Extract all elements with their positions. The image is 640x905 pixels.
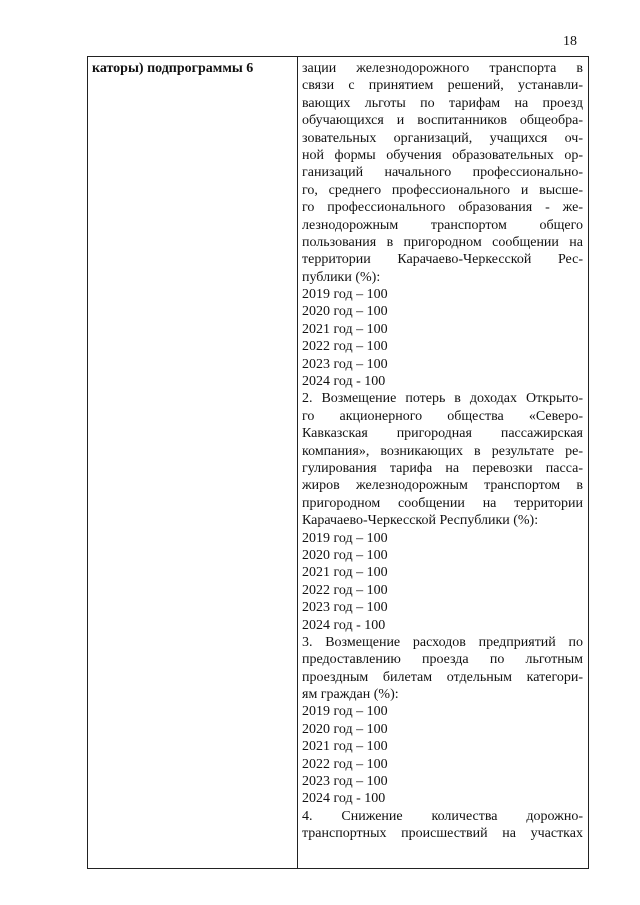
text-line: 2023 год – 100	[302, 356, 388, 372]
text-line: 2021 год – 100	[302, 321, 388, 337]
text-line: зовательных организаций, учащихся оч-	[302, 130, 583, 146]
text-line: пригородном сообщении на территории	[302, 495, 583, 511]
text-line: компания», возникающих в результате ре-	[302, 443, 583, 459]
text-line: 3. Возмещение расходов предприятий по	[302, 634, 583, 650]
text-line: 2024 год - 100	[302, 617, 386, 633]
indicator-table	[87, 56, 589, 869]
text-line: 2023 год – 100	[302, 774, 388, 790]
text-line: го акционерного общества «Северо-	[302, 408, 583, 424]
text-line: публики (%):	[302, 269, 381, 285]
page-number: 18	[563, 34, 577, 49]
text-line: пользования в пригородном сообщении на	[302, 234, 583, 250]
text-line: 2021 год – 100	[302, 565, 388, 581]
text-line: жиров железнодорожным транспортом в	[302, 478, 583, 494]
text-line: предоставлению проезда по льготным	[302, 652, 583, 668]
text-line: Карачаево-Черкесской Республики (%):	[302, 513, 539, 529]
text-line: ной формы обучения образовательных ор-	[302, 147, 583, 163]
text-line: 2024 год - 100	[302, 791, 386, 807]
text-line: зации железнодорожного транспорта в	[302, 61, 583, 76]
text-line: 2022 год – 100	[302, 582, 388, 598]
text-line: ям граждан (%):	[302, 687, 399, 703]
text-line: связи с принятием решений, устанавли-	[302, 78, 583, 94]
text-line: территории Карачаево-Черкесской Рес-	[302, 252, 583, 268]
text-line: 2020 год – 100	[302, 547, 388, 563]
text-line: гулирования тарифа на перевозки пасса-	[302, 460, 583, 476]
text-line: 2020 год – 100	[302, 304, 388, 320]
text-line: 2023 год – 100	[302, 600, 388, 616]
text-line: 2019 год – 100	[302, 704, 388, 720]
text-line: 2020 год – 100	[302, 721, 388, 737]
text-line: 2. Возмещение потерь в доходах Открыто-	[302, 391, 583, 407]
text-line: 2019 год – 100	[302, 287, 388, 303]
text-line: обучающихся и воспитанников общеобра-	[302, 113, 583, 129]
right-cell-text	[302, 60, 583, 843]
text-line: 2024 год - 100	[302, 374, 386, 390]
text-line: 4. Снижение количества дорожно-	[302, 808, 583, 824]
text-line: 2019 год – 100	[302, 530, 388, 546]
text-line: Кавказская пригородная пассажирская	[302, 426, 583, 442]
text-line: вающих льготы по тарифам на проезд	[302, 95, 583, 111]
left-cell-text: каторы) подпрограммы 6	[92, 61, 254, 76]
text-line: транспортных происшествий на участках	[302, 826, 583, 842]
text-line: ганизаций начального профессионально-	[302, 165, 583, 181]
column-divider	[297, 57, 298, 868]
text-line: 2022 год – 100	[302, 339, 388, 355]
text-line: го профессионального образования - же-	[302, 200, 583, 216]
text-line: лезнодорожным транспортом общего	[302, 217, 583, 233]
text-line: 2021 год – 100	[302, 739, 388, 755]
text-line: го, среднего профессионального и высше-	[302, 182, 583, 198]
text-line: проездным билетам отдельным категори-	[302, 669, 583, 685]
text-line: 2022 год – 100	[302, 756, 388, 772]
